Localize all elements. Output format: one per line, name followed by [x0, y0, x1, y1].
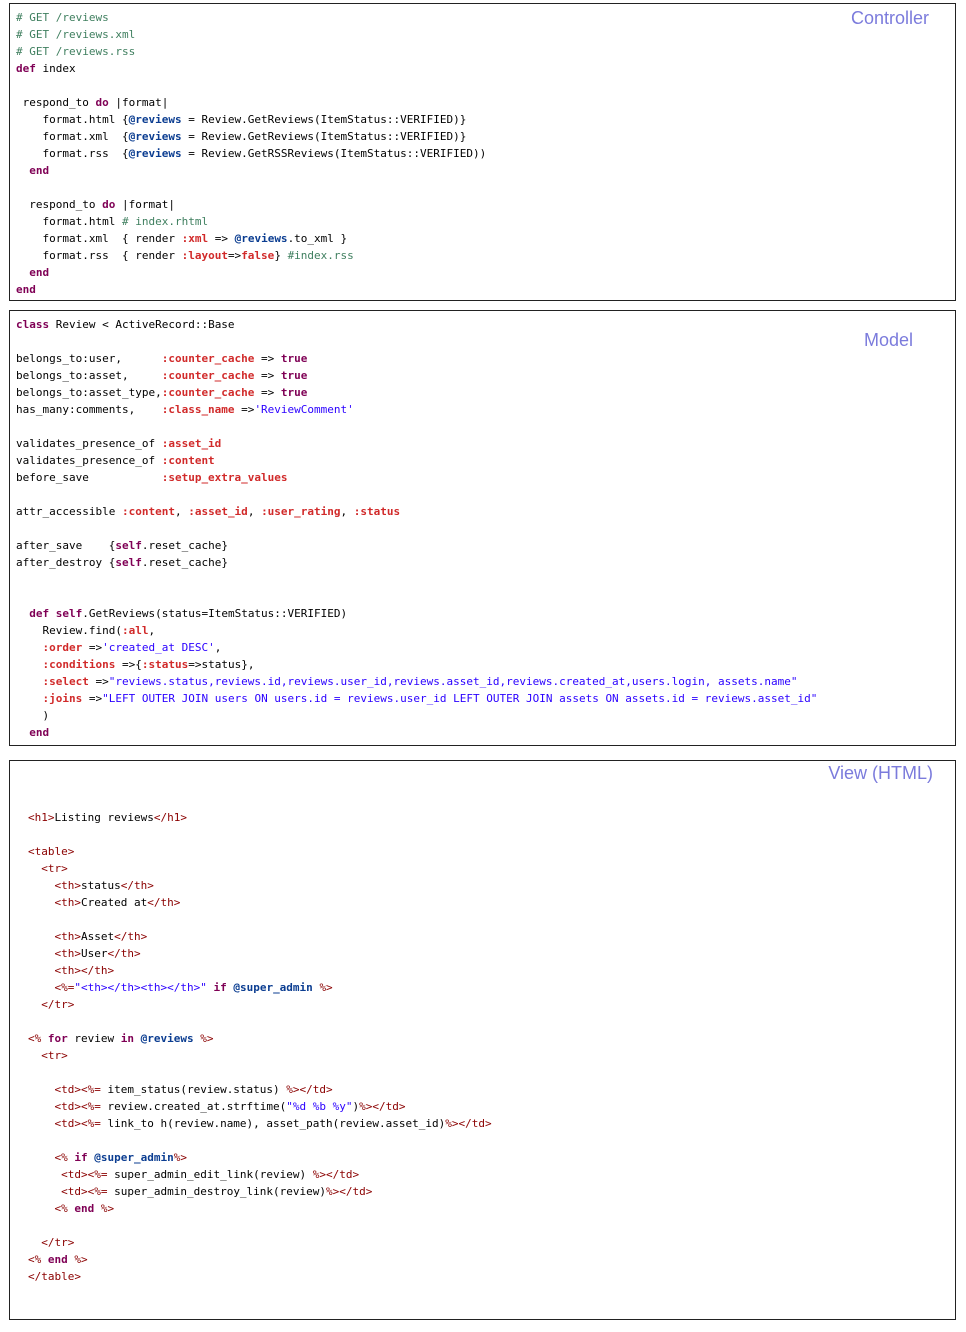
code-token: => — [254, 369, 281, 382]
code-line — [16, 571, 817, 588]
code-token: validates_presence_of — [16, 437, 162, 450]
code-token: => — [82, 641, 103, 654]
code-token: </th> — [107, 947, 141, 960]
code-token — [28, 1117, 55, 1130]
code-line — [16, 537, 817, 554]
code-line — [16, 588, 817, 605]
code-token — [16, 658, 43, 671]
code-line — [16, 9, 486, 26]
code-token: self — [115, 556, 142, 569]
code-token: super_admin_destroy_link(review) — [107, 1185, 327, 1198]
code-line — [16, 690, 817, 707]
code-token — [16, 692, 43, 705]
model-code — [16, 316, 817, 741]
code-line — [28, 1132, 492, 1149]
code-line — [16, 350, 817, 367]
code-token: => — [254, 352, 281, 365]
code-token: %></td> — [326, 1185, 373, 1198]
code-token: do — [102, 198, 116, 211]
code-token: <% — [28, 1032, 42, 1045]
code-token: :conditions — [42, 658, 116, 671]
code-token: :order — [42, 641, 83, 654]
code-line — [16, 639, 817, 656]
code-token: review.created_at.strftime( — [100, 1100, 287, 1113]
code-line — [16, 281, 486, 298]
code-token: item_status(review.status) — [100, 1083, 287, 1096]
code-line — [16, 401, 817, 418]
code-token — [28, 862, 41, 875]
code-token: :counter_cache — [161, 352, 255, 365]
code-token: %> — [74, 1253, 88, 1266]
code-token: has_many:comments, — [16, 403, 162, 416]
code-token: self — [55, 607, 83, 620]
code-token: respond_to — [16, 96, 96, 109]
code-token: def — [29, 607, 50, 620]
code-token: :select — [42, 675, 89, 688]
code-token: Asset — [81, 930, 115, 943]
code-line — [16, 707, 817, 724]
code-token: User — [81, 947, 108, 960]
code-token: %> — [100, 1202, 115, 1215]
code-token: :content — [161, 454, 215, 467]
code-line — [28, 1098, 492, 1115]
code-token: <th></th> — [54, 964, 115, 977]
code-token — [16, 266, 29, 279]
code-line — [16, 43, 486, 60]
code-token: # index.rhtml — [121, 215, 209, 228]
code-token: end — [29, 726, 50, 739]
code-token: if — [213, 981, 227, 994]
code-line — [28, 860, 492, 877]
code-line — [28, 962, 492, 979]
code-token — [28, 998, 41, 1011]
code-token: # GET /reviews.rss — [16, 45, 136, 58]
code-token: after_destroy { — [16, 556, 116, 569]
code-token — [41, 1032, 48, 1045]
code-line — [16, 94, 486, 111]
code-token: %> — [319, 981, 333, 994]
code-token: @super_admin — [94, 1151, 174, 1164]
code-line — [16, 452, 817, 469]
code-token: ) — [352, 1100, 360, 1113]
code-token: </th> — [114, 930, 148, 943]
code-line — [28, 1268, 492, 1285]
code-token: format.rss { — [16, 147, 129, 160]
code-token: "%d %b %y" — [286, 1100, 353, 1113]
code-token — [41, 1253, 48, 1266]
code-token — [28, 1100, 55, 1113]
code-token: <th> — [54, 879, 81, 892]
code-token: => — [234, 403, 255, 416]
code-token: 'created_at DESC' — [102, 641, 215, 654]
code-token: <td><%= — [54, 1100, 101, 1113]
code-token: "LEFT OUTER JOIN users ON users.id = reviews.user_id LEFT OUTER JOIN assets ON assets.id = reviews.asset_id" — [102, 692, 818, 705]
code-line — [28, 843, 492, 860]
code-token: <td><%= — [54, 1083, 101, 1096]
code-token: format.html { — [16, 113, 129, 126]
code-token: %> — [173, 1151, 187, 1164]
code-token: .reset_cache} — [141, 539, 228, 552]
code-token: :xml — [181, 232, 209, 245]
code-line — [16, 162, 486, 179]
code-line — [28, 1251, 492, 1268]
code-line — [16, 77, 486, 94]
code-token: Created at — [81, 896, 148, 909]
code-token: self — [115, 539, 142, 552]
code-token: |format| — [115, 198, 175, 211]
model-panel — [9, 310, 956, 746]
code-token — [94, 1202, 101, 1215]
code-token: <table> — [28, 845, 75, 858]
code-token: </tr> — [41, 998, 75, 1011]
code-token: </h1> — [153, 811, 187, 824]
code-token: } — [274, 249, 288, 262]
code-line — [16, 316, 817, 333]
view-label: View (HTML) — [828, 763, 933, 783]
code-token: :setup_extra_values — [161, 471, 288, 484]
code-line — [28, 945, 492, 962]
code-token: do — [95, 96, 109, 109]
code-token: <td><%= — [54, 1117, 101, 1130]
code-token — [28, 1083, 55, 1096]
code-line — [16, 622, 817, 639]
code-token: :layout — [181, 249, 228, 262]
code-line — [28, 877, 492, 894]
code-token: before_save — [16, 471, 162, 484]
code-token: = Review.GetReviews(ItemStatus::VERIFIED)} — [181, 130, 467, 143]
code-token: false — [241, 249, 275, 262]
code-token: => — [227, 249, 242, 262]
code-token: <td><%= — [61, 1168, 108, 1181]
code-token: after_save { — [16, 539, 116, 552]
code-token — [28, 879, 55, 892]
code-line — [28, 911, 492, 928]
code-token — [28, 947, 55, 960]
code-token — [49, 607, 56, 620]
code-token: .reset_cache} — [141, 556, 228, 569]
code-token: </th> — [120, 879, 154, 892]
code-line — [16, 418, 817, 435]
code-token: format.html — [16, 215, 122, 228]
code-line — [16, 724, 817, 741]
code-token: <td><%= — [61, 1185, 108, 1198]
code-token: Review < ActiveRecord::Base — [49, 318, 235, 331]
code-line — [28, 1166, 492, 1183]
code-line — [28, 1183, 492, 1200]
code-token: @reviews — [128, 113, 182, 126]
code-line — [28, 1064, 492, 1081]
code-token: => — [208, 232, 235, 245]
code-token: , — [214, 641, 222, 654]
code-token: ) — [16, 709, 50, 722]
code-token: class — [16, 318, 50, 331]
code-token: <th> — [54, 930, 81, 943]
code-line — [28, 1047, 492, 1064]
code-line — [28, 894, 492, 911]
code-line — [16, 196, 486, 213]
code-token — [16, 675, 43, 688]
code-line — [28, 1217, 492, 1234]
code-line — [16, 435, 817, 452]
code-line — [16, 333, 817, 350]
code-line — [16, 60, 486, 77]
code-token: <th> — [54, 947, 81, 960]
controller-panel — [9, 3, 956, 301]
code-line — [16, 264, 486, 281]
code-token: in — [120, 1032, 134, 1045]
code-token: end — [29, 266, 50, 279]
code-token: :all — [121, 624, 149, 637]
controller-label: Controller — [850, 8, 929, 28]
code-token: respond_to — [16, 198, 103, 211]
code-token: review — [67, 1032, 121, 1045]
code-token — [28, 930, 55, 943]
code-token: </th> — [147, 896, 181, 909]
code-token: =>{ — [115, 658, 142, 671]
code-line — [16, 128, 486, 145]
code-token: true — [280, 352, 308, 365]
code-token: .GetReviews(status=ItemStatus::VERIFIED) — [82, 607, 348, 620]
code-line — [28, 1030, 492, 1047]
code-token: @reviews — [140, 1032, 194, 1045]
code-token: @reviews — [128, 130, 182, 143]
code-token: :content — [121, 505, 175, 518]
code-line — [16, 486, 817, 503]
controller-code — [16, 9, 486, 298]
code-token: format.xml { render — [16, 232, 182, 245]
code-token — [16, 641, 43, 654]
code-line — [28, 826, 492, 843]
code-token: => — [82, 692, 103, 705]
code-line — [16, 213, 486, 230]
code-line — [28, 996, 492, 1013]
code-line — [16, 673, 817, 690]
code-token — [28, 1049, 41, 1062]
code-token: => — [254, 386, 281, 399]
code-token — [28, 1236, 41, 1249]
code-line — [16, 145, 486, 162]
code-token — [16, 164, 29, 177]
code-token: :user_rating — [261, 505, 341, 518]
code-token: %></td> — [359, 1100, 406, 1113]
code-token: <% — [54, 1202, 68, 1215]
code-token: , — [174, 505, 189, 518]
code-line — [28, 1013, 492, 1030]
code-token: def — [16, 62, 36, 75]
code-token: @reviews — [128, 147, 182, 160]
code-token: format.rss { render — [16, 249, 182, 262]
code-token: "reviews.status,reviews.id,reviews.user_id,reviews.asset_id,reviews.created_at,users.login, assets.name" — [108, 675, 798, 688]
code-token: = Review.GetReviews(ItemStatus::VERIFIED)} — [181, 113, 467, 126]
code-line — [28, 928, 492, 945]
code-token — [28, 1168, 61, 1181]
code-token: # GET /reviews.xml — [16, 28, 136, 41]
code-token: status — [81, 879, 121, 892]
code-token: true — [280, 369, 308, 382]
code-token: Review.find( — [16, 624, 122, 637]
code-token: index — [35, 62, 76, 75]
code-token — [28, 981, 55, 994]
code-token: .to_xml } — [287, 232, 348, 245]
code-line — [16, 656, 817, 673]
view-panel — [9, 760, 956, 1320]
code-token: @reviews — [234, 232, 288, 245]
code-token: #index.rss — [287, 249, 354, 262]
code-token: %> — [200, 1032, 214, 1045]
code-token: :status — [141, 658, 189, 671]
code-token: <% — [54, 1151, 68, 1164]
code-token: :class_name — [161, 403, 235, 416]
code-line — [16, 469, 817, 486]
code-token — [28, 896, 55, 909]
code-token: %></td> — [286, 1083, 333, 1096]
code-token: <%= — [54, 981, 75, 994]
code-token: <th> — [54, 896, 81, 909]
code-token: validates_presence_of — [16, 454, 162, 467]
code-token: if — [74, 1151, 88, 1164]
code-token: end — [29, 164, 50, 177]
code-line — [16, 503, 817, 520]
code-token: <% — [28, 1253, 42, 1266]
code-token — [28, 964, 55, 977]
code-token: end — [16, 283, 36, 296]
code-token — [16, 607, 29, 620]
code-token: "<th></th><th></th>" — [74, 981, 207, 994]
code-line — [16, 179, 486, 196]
code-line — [28, 1149, 492, 1166]
code-line — [28, 1115, 492, 1132]
code-token: for — [47, 1032, 68, 1045]
code-line — [16, 367, 817, 384]
code-token: :status — [353, 505, 401, 518]
code-token: @super_admin — [233, 981, 313, 994]
code-token: :counter_cache — [161, 369, 255, 382]
code-token: belongs_to:user, — [16, 352, 162, 365]
code-token: :asset_id — [161, 437, 222, 450]
code-token: <tr> — [41, 1049, 68, 1062]
code-token: attr_accessible — [16, 505, 122, 518]
model-label: Model — [863, 330, 913, 350]
code-token: :asset_id — [188, 505, 248, 518]
code-token: %></td> — [312, 1168, 360, 1181]
code-token — [28, 1185, 61, 1198]
code-token: |format| — [108, 96, 169, 109]
code-token — [28, 1202, 55, 1215]
code-line — [28, 1081, 492, 1098]
code-token: end — [74, 1202, 95, 1215]
code-line — [16, 554, 817, 571]
code-token: format.xml { — [16, 130, 129, 143]
code-token: belongs_to:asset, — [16, 369, 162, 382]
code-token: 'ReviewComment' — [254, 403, 354, 416]
code-token — [28, 1151, 55, 1164]
code-line — [16, 520, 817, 537]
code-line — [16, 26, 486, 43]
code-line — [28, 979, 492, 996]
code-token: , — [247, 505, 262, 518]
code-token: :counter_cache — [161, 386, 255, 399]
code-token: link_to h(review.name), asset_path(review.asset_id) — [100, 1117, 446, 1130]
code-token: Listing reviews — [54, 811, 154, 824]
code-token: , — [148, 624, 156, 637]
code-token: true — [280, 386, 308, 399]
code-token: <h1> — [28, 811, 55, 824]
code-token: =>status}, — [188, 658, 255, 671]
view-code — [28, 809, 492, 1285]
code-token: super_admin_edit_link(review) — [107, 1168, 313, 1181]
code-token: belongs_to:asset_type, — [16, 386, 162, 399]
code-line — [28, 1200, 492, 1217]
code-token: , — [340, 505, 354, 518]
code-token: </table> — [28, 1270, 81, 1283]
code-token: # GET /reviews — [16, 11, 109, 24]
code-token — [16, 726, 29, 739]
code-line — [28, 1234, 492, 1251]
code-token: </tr> — [41, 1236, 75, 1249]
code-token: %></td> — [445, 1117, 492, 1130]
code-token: = Review.GetRSSReviews(ItemStatus::VERIFIED)) — [181, 147, 487, 160]
code-token: end — [47, 1253, 68, 1266]
code-token — [134, 1032, 141, 1045]
code-line — [16, 247, 486, 264]
code-line — [16, 111, 486, 128]
code-token: :joins — [42, 692, 83, 705]
code-line — [16, 384, 817, 401]
code-line — [16, 605, 817, 622]
code-token: <tr> — [41, 862, 68, 875]
code-line — [16, 230, 486, 247]
code-line — [28, 809, 492, 826]
code-token: => — [88, 675, 109, 688]
